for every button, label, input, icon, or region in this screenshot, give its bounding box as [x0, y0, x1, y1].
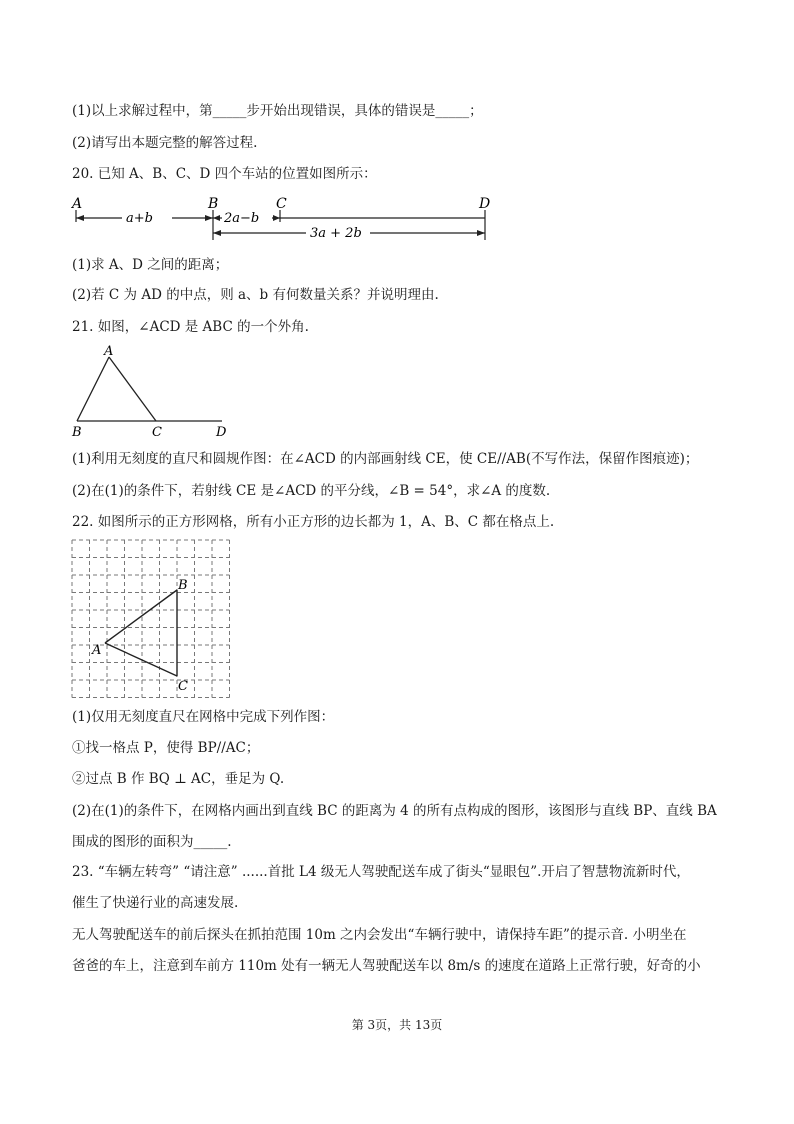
- question-21-stem: 21. 如图，∠ACD 是 ABC 的一个外角.: [72, 319, 309, 335]
- question-22-part-1: (1)仅用无刻度直尺在网格中完成下列作图：: [72, 709, 335, 725]
- question-23-line-2: 催生了快递行业的高速发展.: [72, 895, 239, 911]
- question-21-part-2: (2)在(1)的条件下，若射线 CE 是∠ACD 的平分线，∠B = 54°，求∠A 的度数.: [72, 483, 551, 499]
- question-20-stem: 20. 已知 A、B、C、D 四个车站的位置如图所示：: [72, 166, 377, 182]
- segment-BC-label: 2a−b: [224, 211, 260, 226]
- label-D: D: [479, 196, 491, 212]
- question-22-stem: 22. 如图所示的正方形网格，所有小正方形的边长都为 1，A、B、C 都在格点上.: [72, 514, 555, 530]
- question-22-part-1a: ①找一格点 P，使得 BP//AC；: [72, 740, 260, 756]
- question-23-line-3: 无人驾驶配送车的前后探头在抓拍范围 10m 之内会发出“车辆行驶中，请保持车距”的提示音. 小明坐在: [72, 927, 687, 943]
- question-22-part-1b: ②过点 B 作 BQ ⊥ AC，垂足为 Q.: [72, 771, 285, 787]
- label-C: C: [152, 425, 162, 440]
- question-20-part-1: (1)求 A、D 之间的距离；: [72, 257, 229, 273]
- label-A: A: [92, 643, 102, 658]
- label-C: C: [276, 196, 287, 212]
- segment-AB-label: a+b: [126, 211, 153, 226]
- label-B: B: [208, 196, 219, 212]
- label-B: B: [72, 425, 82, 440]
- page-footer: 第 3页，共 13页: [351, 1018, 443, 1032]
- figure-20-stations: [72, 192, 502, 242]
- question-22-part-2a: (2)在(1)的条件下，在网格内画出到直线 BC 的距离为 4 的所有点构成的图形，该图形与直线 BP、直线 BA: [72, 803, 717, 819]
- label-B: B: [178, 578, 188, 593]
- question-22-part-2b: 围成的图形的面积为_____.: [72, 834, 232, 850]
- segment-BD-label: 3a + 2b: [310, 226, 362, 241]
- question-23-line-4: 爸爸的车上，注意到车前方 110m 处有一辆无人驾驶配送车以 8m/s 的速度在道路上正常行驶，好奇的小: [72, 958, 701, 974]
- label-A: A: [104, 344, 114, 359]
- question-19-part-2: (2)请写出本题完整的解答过程.: [72, 135, 258, 151]
- question-23-line-1: 23. “车辆左转弯” “请注意” ......首批 L4 级无人驾驶配送车成了街头“显眼包”.开启了智慧物流新时代，: [72, 864, 690, 880]
- label-A: A: [72, 196, 83, 212]
- question-19-part-1: (1)以上求解过程中，第_____步开始出现错误，具体的错误是_____；: [72, 103, 483, 119]
- figure-22-grid: [72, 540, 232, 695]
- question-21-part-1: (1)利用无刻度的直尺和圆规作图：在∠ACD 的内部画射线 CE，使 CE//AB(不写作法，保留作图痕迹)；: [72, 451, 699, 467]
- figure-21-triangle: [72, 344, 232, 440]
- label-D: D: [216, 425, 227, 440]
- label-C: C: [178, 679, 188, 694]
- question-20-part-2: (2)若 C 为 AD 的中点，则 a、b 有何数量关系？并说明理由.: [72, 287, 439, 303]
